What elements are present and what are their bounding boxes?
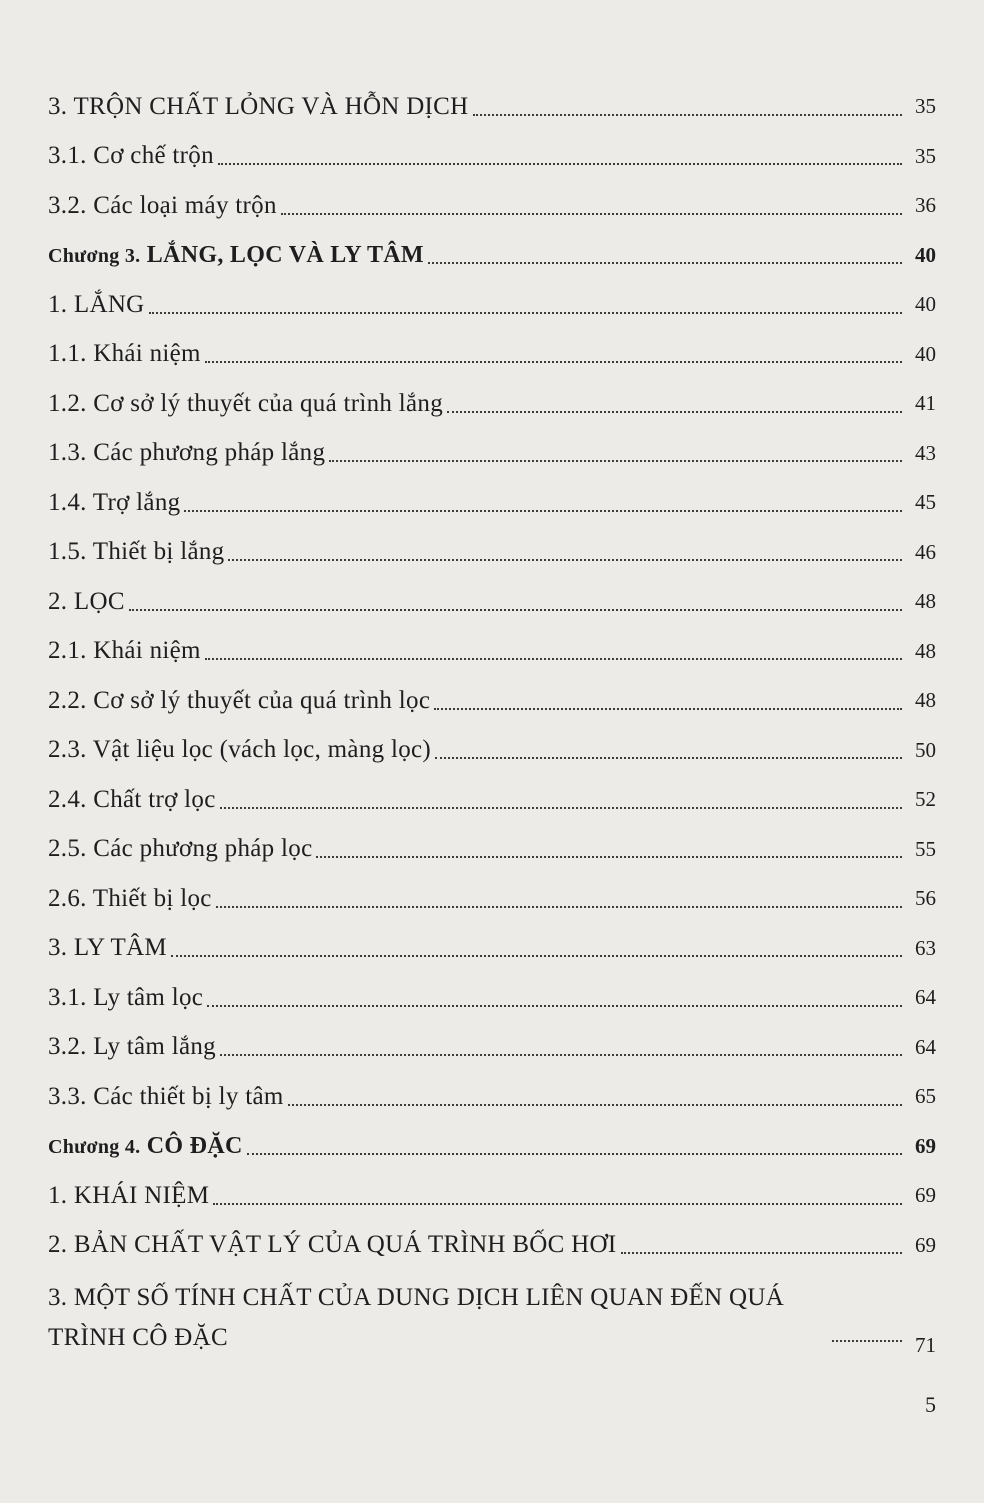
leader-dots (220, 807, 902, 809)
toc-entry (0, 1270, 984, 1358)
toc-entry-title: 1.2. Cơ sở lý thuyết của quá trình lắng (48, 389, 444, 417)
toc-entry-title: 3. MỘT SỐ TÍNH CHẤT CỦA DUNG DỊCH LIÊN QUAN ĐẾN QUÁ TRÌNH CÔ ĐẶC (48, 1284, 785, 1351)
toc-entry-page: 41 (915, 391, 936, 416)
toc-entry (0, 924, 984, 974)
leader-dots (218, 163, 902, 165)
leader-dots (171, 955, 902, 957)
toc-entry (0, 478, 984, 528)
leader-dots (288, 1104, 902, 1106)
toc-entry (0, 379, 984, 429)
leader-dots (247, 1153, 902, 1155)
leader-dots (205, 658, 902, 660)
toc-entry-title: 3.3. Các thiết bị ly tâm (48, 1082, 284, 1110)
toc-entry-page: 35 (915, 143, 936, 168)
toc-entry-page: 35 (915, 94, 936, 119)
leader-dots (621, 1252, 902, 1254)
toc-entry (0, 1023, 984, 1073)
toc-entry-page: 36 (915, 193, 936, 218)
toc-entry-title: 2. BẢN CHẤT VẬT LÝ CỦA QUÁ TRÌNH BỐC HƠI (48, 1231, 617, 1259)
toc-entry (0, 82, 984, 132)
leader-dots (434, 708, 902, 710)
toc-entry-page: 46 (915, 539, 936, 564)
toc-entry-title: 1.3. Các phương pháp lắng (48, 439, 326, 467)
page-number: 5 (925, 1392, 936, 1417)
toc-entry-title: 3.1. Ly tâm lọc (48, 983, 204, 1011)
toc-entry (0, 874, 984, 924)
leader-dots (428, 262, 902, 264)
leader-dots (216, 906, 902, 908)
toc-entry (0, 280, 984, 330)
toc-entry-page: 40 (915, 242, 936, 267)
toc-entry-title: 2.2. Cơ sở lý thuyết của quá trình lọc (48, 686, 431, 714)
toc-entry-page: 69 (915, 1183, 936, 1208)
toc-entry-title: 2.5. Các phương pháp lọc (48, 835, 313, 863)
leader-dots (447, 411, 902, 413)
leader-dots (149, 312, 902, 314)
toc-entry-page: 45 (915, 490, 936, 515)
toc-entry-page: 40 (915, 341, 936, 366)
toc-entry-title: 1.5. Thiết bị lắng (48, 538, 225, 566)
leader-dots (435, 757, 902, 759)
leader-dots (329, 460, 902, 462)
toc-entry-page: 56 (915, 886, 936, 911)
toc-entry-title: 3. LY TÂM (48, 934, 167, 962)
toc-entry (0, 825, 984, 875)
toc-entry-page: 71 (915, 1333, 936, 1357)
toc-entry-page: 50 (915, 737, 936, 762)
toc-entry-page: 52 (915, 787, 936, 812)
toc-entry-page: 40 (915, 292, 936, 317)
toc-entry-title: 1. LẮNG (48, 290, 145, 318)
toc-entry (0, 132, 984, 182)
toc-entry (0, 528, 984, 578)
toc-entry (0, 775, 984, 825)
toc-entry-title: 1.4. Trợ lắng (48, 488, 181, 516)
toc-entry-title: 3.2. Ly tâm lắng (48, 1033, 216, 1061)
toc-entry-page: 64 (915, 985, 936, 1010)
toc-entry-title: 1.1. Khái niệm (48, 340, 201, 368)
toc-entry-title: 2. LỌC (48, 587, 125, 615)
toc-chapter-title (48, 1133, 243, 1160)
toc-entry-page: 69 (915, 1133, 936, 1158)
toc-entry (0, 330, 984, 380)
toc-entry (0, 181, 984, 231)
leader-dots (205, 361, 902, 363)
leader-dots (184, 510, 902, 512)
toc-entry (0, 1221, 984, 1271)
toc-entry-page: 55 (915, 836, 936, 861)
toc-entry-title: 3.1. Cơ chế trộn (48, 142, 214, 170)
leader-dots (129, 609, 902, 611)
toc-chapter-entry (0, 1122, 984, 1172)
toc-entry-page: 48 (915, 589, 936, 614)
toc-entry (0, 973, 984, 1023)
toc-entry-title: 2.3. Vật liệu lọc (vách lọc, màng lọc) (48, 736, 432, 764)
leader-dots (220, 1054, 902, 1056)
toc-entry (0, 429, 984, 479)
toc-entry-page: 69 (915, 1232, 936, 1257)
toc-entry-page: 48 (915, 638, 936, 663)
toc-chapter-title (48, 242, 424, 269)
toc-entry-page: 43 (915, 440, 936, 465)
leader-dots (207, 1005, 902, 1007)
leader-dots (281, 213, 902, 215)
toc-entry (0, 726, 984, 776)
toc-chapter-entry (0, 231, 984, 281)
toc-entry-title: 2.6. Thiết bị lọc (48, 884, 212, 912)
toc-entry (0, 627, 984, 677)
toc-entry-title: 3. TRỘN CHẤT LỎNG VÀ HỖN DỊCH (48, 92, 469, 120)
leader-dots (832, 1340, 902, 1342)
leader-dots (316, 856, 902, 858)
toc-entry-title: 3.2. Các loại máy trộn (48, 191, 277, 219)
toc-entry-page: 65 (915, 1084, 936, 1109)
toc-entry (0, 1072, 984, 1122)
chapter-prefix: Chương 3. (48, 244, 141, 267)
toc-entry (0, 577, 984, 627)
chapter-prefix: Chương 4. (48, 1135, 141, 1158)
leader-dots (213, 1203, 902, 1205)
toc-entry-title: 1. KHÁI NIỆM (48, 1181, 210, 1209)
toc-entry-title: 2.4. Chất trợ lọc (48, 785, 216, 813)
table-of-contents (0, 82, 984, 1358)
toc-entry-page: 63 (915, 935, 936, 960)
leader-dots (228, 559, 902, 561)
toc-entry (0, 1171, 984, 1221)
chapter-name: LẮNG, LỌC VÀ LY TÂM (146, 241, 424, 268)
toc-entry-title: 2.1. Khái niệm (48, 637, 201, 665)
toc-entry-page: 48 (915, 688, 936, 713)
toc-entry (0, 676, 984, 726)
leader-dots (473, 114, 902, 116)
toc-entry-page: 64 (915, 1034, 936, 1059)
chapter-name: CÔ ĐẶC (146, 1132, 243, 1159)
